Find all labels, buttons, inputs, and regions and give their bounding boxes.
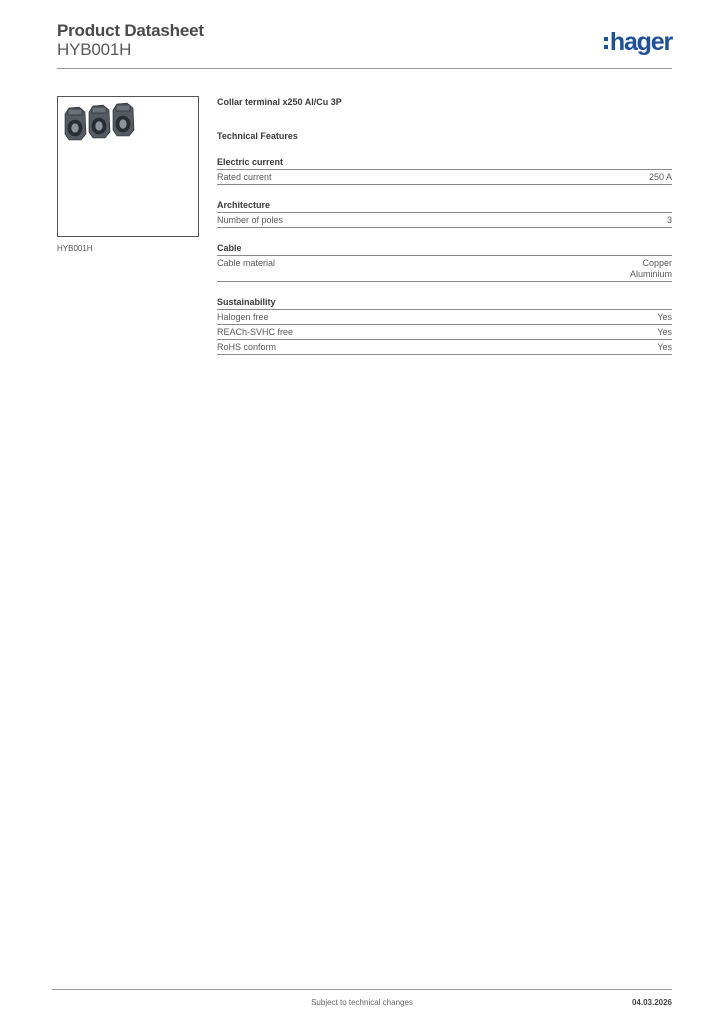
section-cable bbox=[217, 242, 672, 282]
product-image-frame bbox=[57, 96, 199, 237]
page-title: Product Datasheet bbox=[57, 21, 204, 40]
spec-label: Cable material bbox=[217, 258, 276, 268]
technical-features-heading: Technical Features bbox=[217, 131, 298, 141]
section-electric-current bbox=[217, 156, 672, 185]
spec-value: Yes bbox=[657, 327, 672, 337]
footer-divider bbox=[52, 989, 672, 990]
product-name: Collar terminal x250 Al/Cu 3P bbox=[217, 97, 342, 107]
spec-label: REACh-SVHC free bbox=[217, 327, 294, 337]
spec-value: 3 bbox=[666, 215, 672, 225]
header-divider bbox=[57, 68, 672, 69]
product-photo-icon bbox=[61, 100, 141, 144]
spec-label: Number of poles bbox=[217, 215, 284, 225]
spec-value: 250 A bbox=[648, 172, 672, 182]
hager-logo bbox=[604, 27, 672, 57]
section-title: Sustainability bbox=[217, 296, 672, 310]
section-title: Electric current bbox=[217, 156, 672, 170]
datasheet-content bbox=[217, 96, 672, 355]
spec-row bbox=[217, 340, 672, 355]
spec-value: Copper Aluminium bbox=[629, 258, 672, 279]
section-title: Architecture bbox=[217, 199, 672, 213]
spec-value: Yes bbox=[657, 312, 672, 322]
section-sustainability bbox=[217, 296, 672, 355]
spec-row bbox=[217, 310, 672, 325]
spec-label: Rated current bbox=[217, 172, 272, 182]
footer-date: 04.03.2026 bbox=[631, 998, 672, 1007]
spec-row bbox=[217, 170, 672, 185]
logo-colon-icon bbox=[604, 37, 608, 49]
spec-row bbox=[217, 325, 672, 340]
spec-label: Halogen free bbox=[217, 312, 269, 322]
spec-row bbox=[217, 256, 672, 282]
image-caption: HYB001H bbox=[57, 244, 93, 253]
footer-note: Subject to technical changes bbox=[311, 998, 413, 1007]
spec-label: RoHS conform bbox=[217, 342, 277, 352]
section-title: Cable bbox=[217, 242, 672, 256]
logo-text: hager bbox=[609, 27, 672, 56]
spec-value: Yes bbox=[657, 342, 672, 352]
spec-row bbox=[217, 213, 672, 228]
product-code-heading: HYB001H bbox=[57, 40, 132, 59]
section-architecture bbox=[217, 199, 672, 228]
